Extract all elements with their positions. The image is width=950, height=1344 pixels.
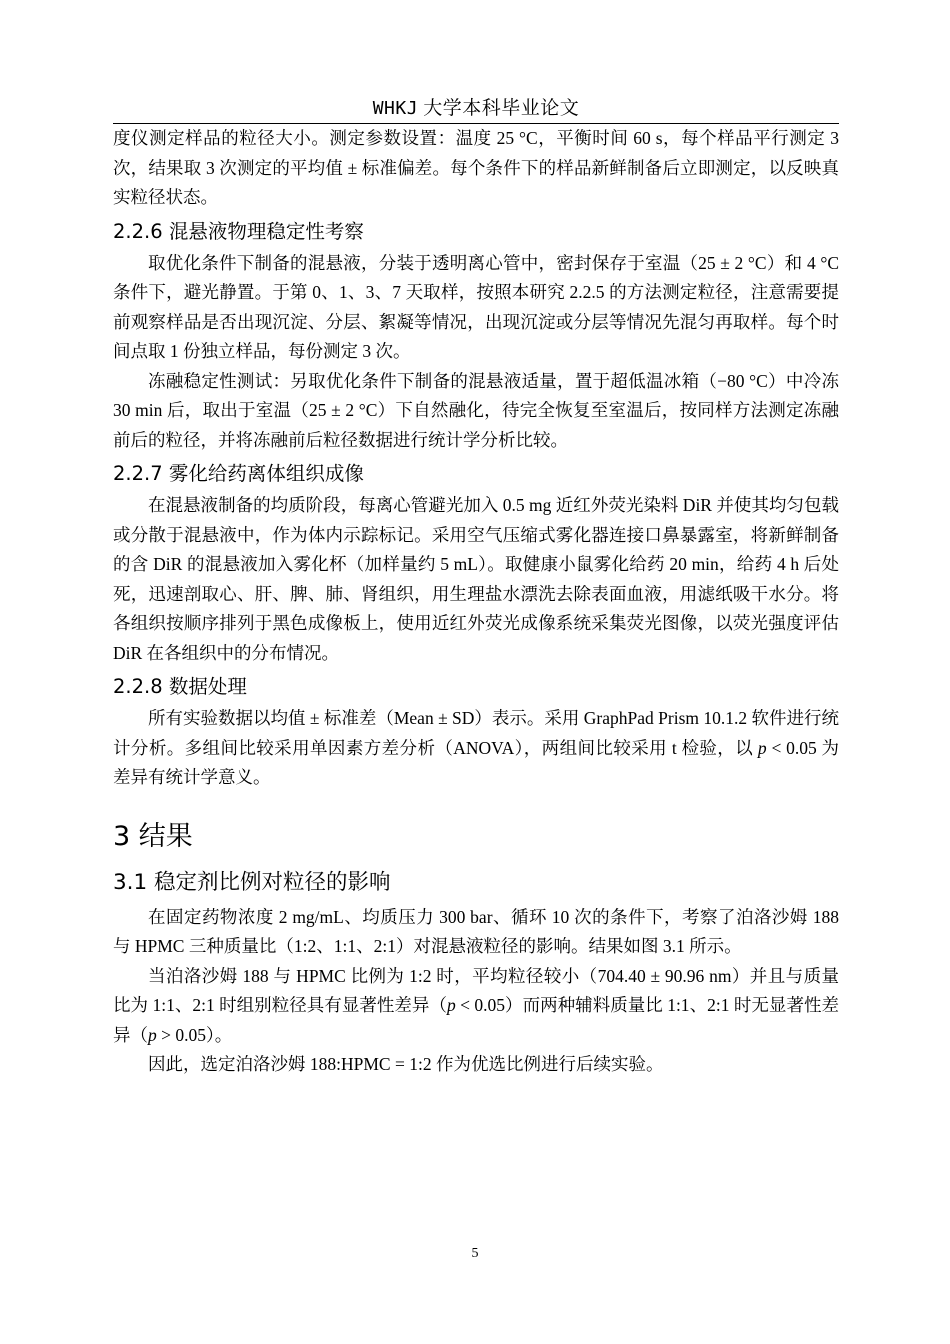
chapter-3-heading: 3 结果	[113, 820, 193, 852]
section-2-2-6-paragraph-1: 取优化条件下制备的混悬液，分装于透明离心管中，密封保存于室温（25 ± 2 °C）和 4 °C 条件下，避光静置。于第 0、1、3、7 天取样，按照本研究 2.2.5 的方法测定粒径，注意需要提前观察样品是否出现沉淀、分层、絮凝等情况，出现沉淀或分层等情况先混匀再取样。每个时间点取 1 份独立样品，每份测定 3 次。	[113, 252, 839, 361]
header-title: 大学本科毕业论文	[423, 98, 580, 119]
running-header	[113, 96, 839, 122]
section-3-1-paragraph-2	[113, 962, 839, 1051]
section-3-1-paragraph-3: 因此，选定泊洛沙姆 188:HPMC = 1:2 作为优选比例进行后续实验。	[148, 1054, 664, 1074]
section-2-2-7-paragraph-1: 在混悬液制备的均质阶段，每离心管避光加入 0.5 mg 近红外荧光染料 DiR 并使其均匀包载或分散于混悬液中，作为体内示踪标记。采用空气压缩式雾化器连接口鼻暴露室，将新鲜制备的含 DiR 的混悬液加入雾化杯（加样量约 5 mL）。取健康小鼠雾化给药 20 min，给药 4 h 后处死，迅速剖取心、肝、脾、肺、肾组织，用生理盐水漂洗去除表面血液，用滤纸吸干水分。将各组织按顺序排列于黑色成像板上，使用近红外荧光成像系统采集荧光图像，以荧光强度评估 DiR 在各组织中的分布情况。	[113, 495, 839, 663]
header-latin: WHKJ	[372, 98, 419, 119]
p-value-symbol: p	[148, 1024, 157, 1045]
p-value-symbol: p	[446, 995, 456, 1015]
section-3-1-paragraph-1: 在固定药物浓度 2 mg/mL、均质压力 300 bar、循环 10 次的条件下，考察了泊洛沙姆 188 与 HPMC 三种质量比（1:2、1:1、2:1）对混悬液粒径的影响。结果如图 3.1 所示。	[113, 906, 839, 956]
text-run: > 0.05）。	[156, 1024, 233, 1045]
section-2-2-8-paragraph-1	[113, 704, 839, 793]
text-run: 所有实验数据以均值 ± 标准差（Mean ± SD）表示。采用 GraphPad Prism 10.1.2 软件进行统计分析。多组间比较采用单因素方差分析（ANOVA），两组间比较采用 t 检验，以	[113, 708, 840, 758]
page-number: 5	[471, 1246, 479, 1261]
continuation-paragraph: 度仪测定样品的粒径大小。测定参数设置：温度 25 °C，平衡时间 60 s，每个样品平行测定 3 次，结果取 3 次测定的平均值 ± 标准偏差。每个条件下的样品新鲜制备后立即测定，以反映真实粒径状态。	[113, 128, 839, 207]
section-3-1-heading: 3.1 稳定剂比例对粒径的影响	[113, 869, 391, 895]
text-run: 当泊洛沙姆 188 与 HPMC 比例为 1:2 时，平均粒径较小（704.40 ± 90.96 nm）并且与质量比为 1:1、2:1 时组别粒径具有显著性差异（	[113, 965, 839, 1015]
page-body	[113, 124, 839, 1080]
text-run: < 0.05）而两种辅料质量比 1:1、2:1 时无显著性差异（	[113, 995, 840, 1045]
section-2-2-8-heading: 2.2.8 数据处理	[113, 675, 247, 698]
section-2-2-7-heading: 2.2.7 雾化给药离体组织成像	[113, 462, 364, 485]
text-run: < 0.05 为差异有统计学意义。	[113, 737, 840, 787]
section-2-2-6-paragraph-2: 冻融稳定性测试：另取优化条件下制备的混悬液适量，置于超低温冰箱（−80 °C）中冷冻 30 min 后，取出于室温（25 ± 2 °C）下自然融化，待完全恢复至室温后，按同样方法测定冻融前后的粒径，并将冻融前后粒径数据进行统计学分析比较。	[113, 370, 839, 450]
section-2-2-6-heading: 2.2.6 混悬液物理稳定性考察	[113, 219, 364, 243]
p-value-symbol: p	[757, 737, 767, 758]
